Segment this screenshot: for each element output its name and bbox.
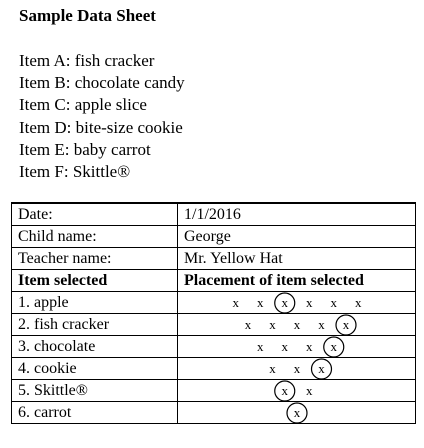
child-name-label: Child name: [12, 226, 178, 248]
placement-mark: x [244, 317, 252, 332]
table-row [12, 292, 416, 314]
table-row [12, 336, 416, 358]
row-placement-marks [178, 380, 416, 402]
placement-marks-svg [178, 314, 416, 336]
table-row [12, 402, 416, 424]
item-list-entry: Item A: fish cracker [19, 51, 155, 70]
child-name-value: George [178, 226, 416, 248]
placement-mark: x [306, 339, 313, 354]
placement-mark: x [318, 361, 325, 376]
placement-mark: x [293, 317, 301, 332]
item-list-entry: Item D: bite-size cookie [19, 117, 183, 137]
table-row [12, 358, 416, 380]
row-placement-marks [178, 336, 416, 358]
date-value: 1/1/2016 [178, 203, 416, 226]
placement-mark: x [293, 361, 301, 376]
row-item-label: 4. cookie [12, 358, 178, 380]
table-row [12, 380, 416, 402]
item-list-entry: Item C: apple slice [19, 95, 147, 115]
table-row [12, 314, 416, 336]
row-placement-marks [178, 314, 416, 336]
child-name-row [12, 226, 416, 248]
row-placement-marks [178, 358, 416, 380]
placement-marks-svg [178, 358, 416, 380]
row-placement-marks [178, 292, 416, 314]
row-placement-marks [178, 402, 416, 424]
placement-mark: x [355, 295, 362, 310]
placement-mark: x [232, 295, 239, 310]
row-item-label: 5. Skittle® [12, 380, 178, 402]
header-placement: Placement of item selected [178, 270, 416, 292]
placement-mark: x [330, 339, 337, 354]
placement-mark: x [342, 317, 350, 332]
sheet-title: Sample Data Sheet [19, 6, 156, 25]
item-list [19, 50, 185, 183]
placement-mark: x [306, 383, 313, 398]
placement-mark: x [257, 295, 264, 310]
placement-marks-svg [178, 380, 416, 402]
table-header-row [12, 270, 416, 292]
item-list-entry: Item F: Skittle® [19, 162, 131, 182]
teacher-name-row [12, 248, 416, 270]
header-item-selected: Item selected [12, 270, 178, 292]
placement-marks-svg [178, 292, 416, 314]
date-label: Date: [12, 203, 178, 226]
row-item-label: 3. chocolate [12, 336, 178, 358]
placement-mark: x [269, 317, 276, 332]
placement-mark: x [293, 405, 301, 420]
row-item-label: 6. carrot [12, 402, 178, 424]
placement-mark: x [281, 339, 288, 354]
placement-marks-svg [178, 402, 416, 424]
placement-mark: x [257, 339, 264, 354]
item-list-entry: Item B: chocolate candy [19, 73, 185, 93]
item-list-entry: Item E: baby carrot [19, 139, 151, 159]
teacher-name-value: Mr. Yellow Hat [178, 248, 416, 270]
teacher-name-label: Teacher name: [12, 248, 178, 270]
data-table [11, 202, 416, 424]
placement-mark: x [281, 295, 288, 310]
placement-mark: x [269, 361, 276, 376]
placement-mark: x [306, 295, 313, 310]
date-row [12, 203, 416, 226]
placement-marks-svg [178, 336, 416, 358]
placement-mark: x [318, 317, 325, 332]
placement-mark: x [281, 383, 288, 398]
row-item-label: 2. fish cracker [12, 314, 178, 336]
row-item-label: 1. apple [12, 292, 178, 314]
placement-mark: x [330, 295, 337, 310]
